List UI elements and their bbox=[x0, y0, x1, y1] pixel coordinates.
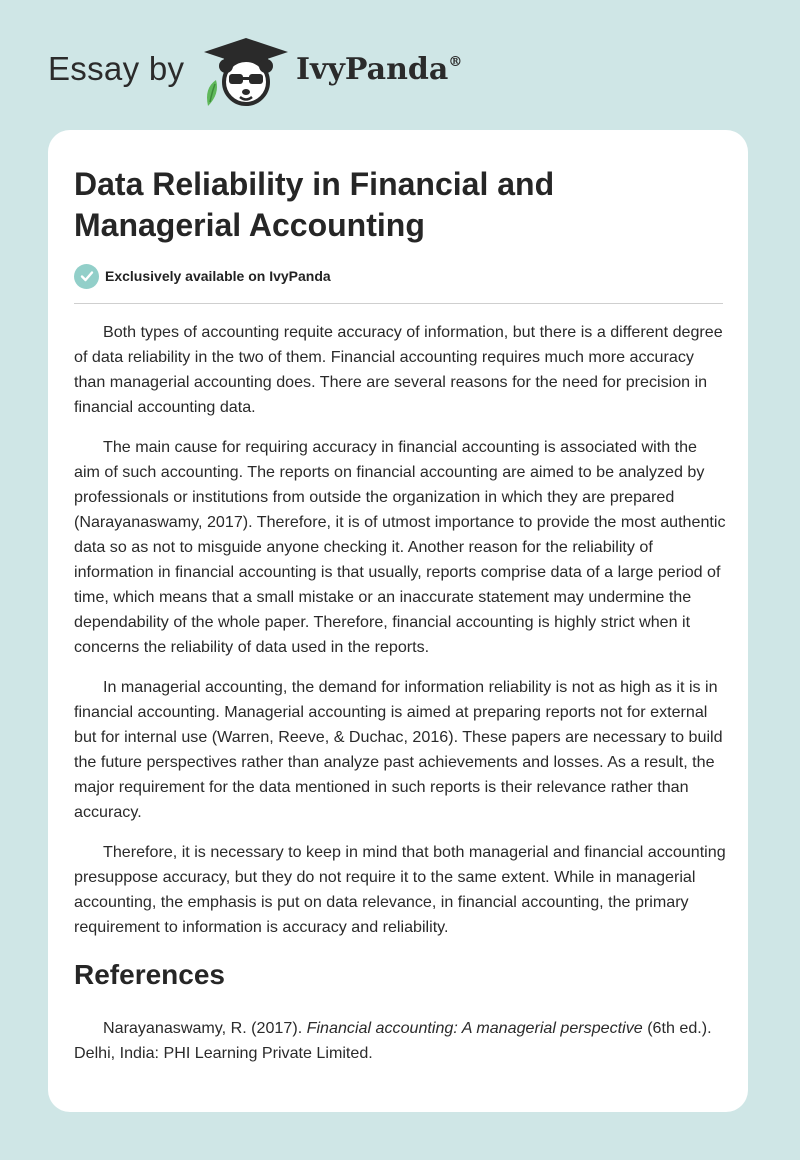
references-heading: References bbox=[74, 959, 225, 990]
reference-title: Financial accounting: A managerial perspective bbox=[306, 1019, 643, 1037]
exclusive-badge bbox=[74, 263, 331, 289]
essay-body bbox=[74, 320, 726, 1081]
paragraph: In managerial accounting, the demand for information reliability is not as high as it is in financial accounting. Managerial accounting is aimed at preparing reports not for external but for internal use (Warren, Reeve, & Duchac, 2016). These papers are necessary to build the future perspectives rather than analyze past achievements and losses. As a result, the major requirement for the data mentioned in such reports is their relevance rather than accuracy. bbox=[74, 678, 723, 821]
registered-mark: ® bbox=[448, 54, 463, 70]
divider bbox=[74, 303, 723, 304]
paragraph: Therefore, it is necessary to keep in mind that both managerial and financial accounting presuppose accuracy, but they do not require it to the same extent. While in managerial accounting, the emphasis is put on data relevance, in financial accounting, the primary requirement to information is accuracy and reliability. bbox=[74, 843, 726, 936]
paragraph: Both types of accounting requite accuracy of information, but there is a different degree of data reliability in the two of them. Financial accounting requires much more accuracy than managerial accounting does. There are several reasons for the need for precision in financial accounting data. bbox=[74, 323, 723, 416]
badge-text: Exclusively available on IvyPanda bbox=[105, 268, 331, 284]
brand-name[interactable]: IvyPanda® bbox=[296, 52, 463, 87]
essay-card bbox=[48, 130, 748, 1112]
reference-item: Narayanaswamy, R. (2017). Financial accounting: A managerial perspective (6th ed.). Delhi, India: PHI Learning Private Limited. bbox=[74, 1019, 712, 1062]
check-icon bbox=[74, 264, 99, 289]
panda-logo-icon bbox=[200, 36, 292, 110]
page-title: Data Reliability in Financial and Managerial Accounting bbox=[74, 166, 555, 243]
essay-by-label: Essay by bbox=[48, 50, 185, 87]
paragraph: The main cause for requiring accuracy in financial accounting is associated with the aim of such accounting. The reports on financial accounting are aimed to be analyzed by professionals or institutions from outside the organization in which they are prepared (Narayanaswamy, 2017). Therefore, it is of utmost importance to provide the most authentic data so as not to misguide anyone checking it. Another reason for the reliability of information in financial accounting is that usually, reports comprise data of a large period of time, which means that a small mistake or an inaccurate statement may undermine the dependability of the whole paper. Therefore, financial accounting is highly strict when it concerns the reliability of data used in the reports. bbox=[74, 438, 726, 656]
site-header bbox=[0, 0, 800, 130]
